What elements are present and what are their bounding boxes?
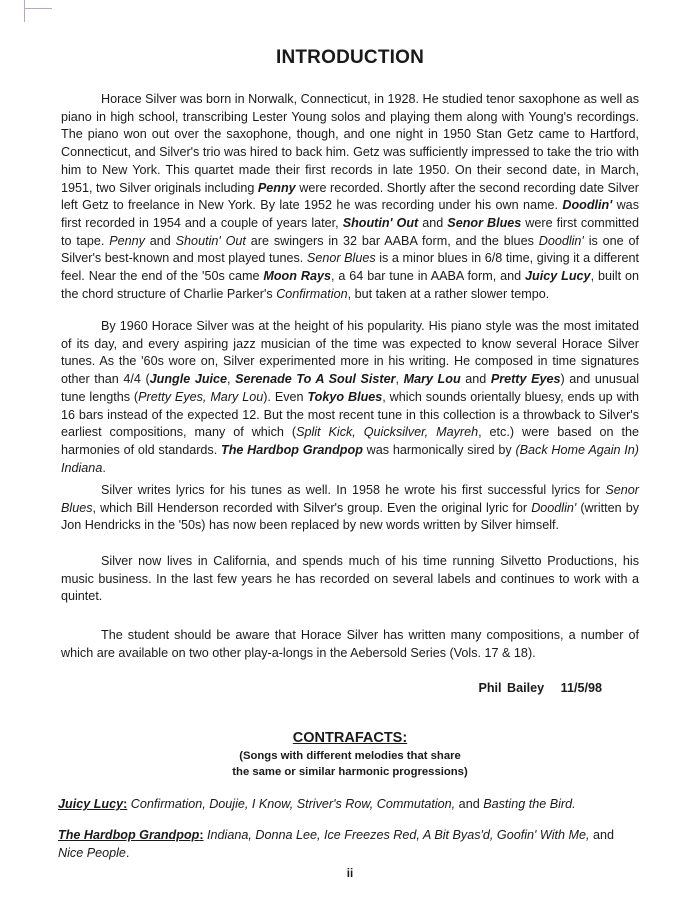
tune-title: Pretty Eyes, Mary Lou — [138, 389, 264, 404]
tune-title: Jungle Juice — [149, 372, 228, 387]
tune-title: Moon Rays — [263, 269, 331, 284]
tune-title: Confirmation — [276, 286, 348, 301]
contrafacts-heading: CONTRAFACTS: — [292, 730, 408, 746]
tune-title: Senor Blues — [61, 483, 639, 515]
tune-title: Senor Blues — [306, 251, 376, 266]
corner-mark — [24, 8, 52, 9]
tune-title: Juicy Lucy — [525, 269, 591, 284]
tune-title: Senor Blues — [447, 215, 522, 230]
contrafact-tune: Juicy Lucy — [58, 797, 124, 811]
tune-title: Doodlin' — [538, 233, 584, 248]
paragraph-5: The student should be aware that Horace Silver has written many compositions, a number of which are available on two other play-a-longs in the Aebersold Series (Vols. 17 & 18). — [61, 628, 639, 660]
signature — [478, 681, 602, 695]
contrafacts-subtitle: (Songs with different melodies that share the same or similar harmonic progressions) — [232, 750, 468, 778]
tune-title: Doodlin' — [562, 198, 613, 213]
page-number: ii — [346, 868, 354, 880]
page-title: INTRODUCTION — [275, 47, 425, 68]
signature-author: Phil Bailey — [478, 681, 545, 695]
contrafact-tune: The Hardbop Grandpop — [58, 828, 200, 842]
contrafact-entry: Juicy Lucy: Confirmation, Doujie, I Know, Striver's Row, Commutation, and Basting the Bird. — [58, 797, 576, 811]
paragraph-3: Silver writes lyrics for his tunes as well. In 1958 he wrote his first successful lyrics for Senor Blues, which Bill Henderson recorded with Silver's group. Even the original lyric for Doodlin' (written by Jon Hendricks in the '50s) has now been replaced by new words written by Silver himself. — [61, 483, 640, 533]
tune-title: Tokyo Blues — [307, 389, 383, 404]
contrafact-list: Confirmation, Doujie, I Know, Striver's Row, Commutation, — [127, 797, 456, 811]
paragraph-4: Silver now lives in California, and spends much of his time running Silvetto Productions, his music business. In the last few years he has recorded on several labels and continues to work with a quintet. — [61, 554, 639, 604]
signature-date: 11/5/98 — [560, 681, 602, 695]
tune-title: (Back Home Again In) Indiana — [61, 442, 639, 475]
tune-title: Serenade To A Soul Sister — [235, 372, 396, 387]
tune-title: The Hardbop Grandpop — [221, 442, 363, 457]
tune-title: Penny — [109, 233, 145, 248]
tune-title: Split Kick, Quicksilver, Mayreh — [296, 425, 479, 440]
contrafact-entry: The Hardbop Grandpop: Indiana, Donna Lee, Ice Freezes Red, A Bit Byas'd, Goofin' With Me, and Nice People. — [58, 828, 615, 860]
tune-title: Mary Lou — [403, 372, 461, 387]
tune-title: Doodlin' — [531, 500, 577, 515]
paragraph-1: Horace Silver was born in Norwalk, Connecticut, in 1928. He studied tenor saxophone as well as piano in high school, transcribing Lester Young solos and playing them along with Young's recordings. The piano won out over the saxophone, though, and one night in 1950 Stan Getz came to Hartford, Connecticut, and Silver's trio was hired to back him. Getz was sufficiently impressed to take the trio with him to New York. This quartet made their first records in late 1950. On their second date, in March, 1951, two Silver originals including Penny were recorded. Shortly after the second recording date Silver left Getz to freelance in New York. By late 1952 he was recording under his own name. Doodlin' was first recorded in 1954 and a couple of years later, Shoutin' Out and Senor Blues were first committed to tape. Penny and Shoutin' Out are swingers in 32 bar AABA form, and the blues Doodlin' is one of Silver's best-known and most played tunes. Senor Blues is a minor blues in 6/8 time, giving it a different feel. Near the end of the '50s came Moon Rays, a 64 bar tune in AABA form, and Juicy Lucy, built on the chord structure of Charlie Parker's Confirmation, but taken at a rather slower tempo. — [61, 92, 640, 301]
tune-title: Penny — [257, 180, 296, 195]
tune-title: Shoutin' Out — [175, 233, 246, 248]
tune-title: Pretty Eyes — [490, 372, 561, 387]
paragraph-2: By 1960 Horace Silver was at the height of his popularity. His piano style was the most imitated of its day, and every aspiring jazz musician of the time was expected to know several Horace Silver tunes. As the '60s wore on, Silver experimented more in his writing. He composed in time signatures other than 4/4 (Jungle Juice, Serenade To A Soul Sister, Mary Lou and Pretty Eyes) and unusual tune lengths (Pretty Eyes, Mary Lou). Even Tokyo Blues, which sounds orientally bluesy, ends up with 16 bars instead of the expected 12. But the most recent tune in this collection is a throwback to Silver's earliest compositions, many of which (Split Kick, Quicksilver, Mayreh, etc.) were based on the harmonies of old standards. The Hardbop Grandpop was harmonically sired by (Back Home Again In) Indiana. — [61, 319, 639, 475]
contrafact-list: Indiana, Donna Lee, Ice Freezes Red, A Bit Byas'd, Goofin' With Me, — [203, 828, 590, 842]
tune-title: Shoutin' Out — [342, 215, 419, 230]
corner-mark — [24, 0, 25, 22]
